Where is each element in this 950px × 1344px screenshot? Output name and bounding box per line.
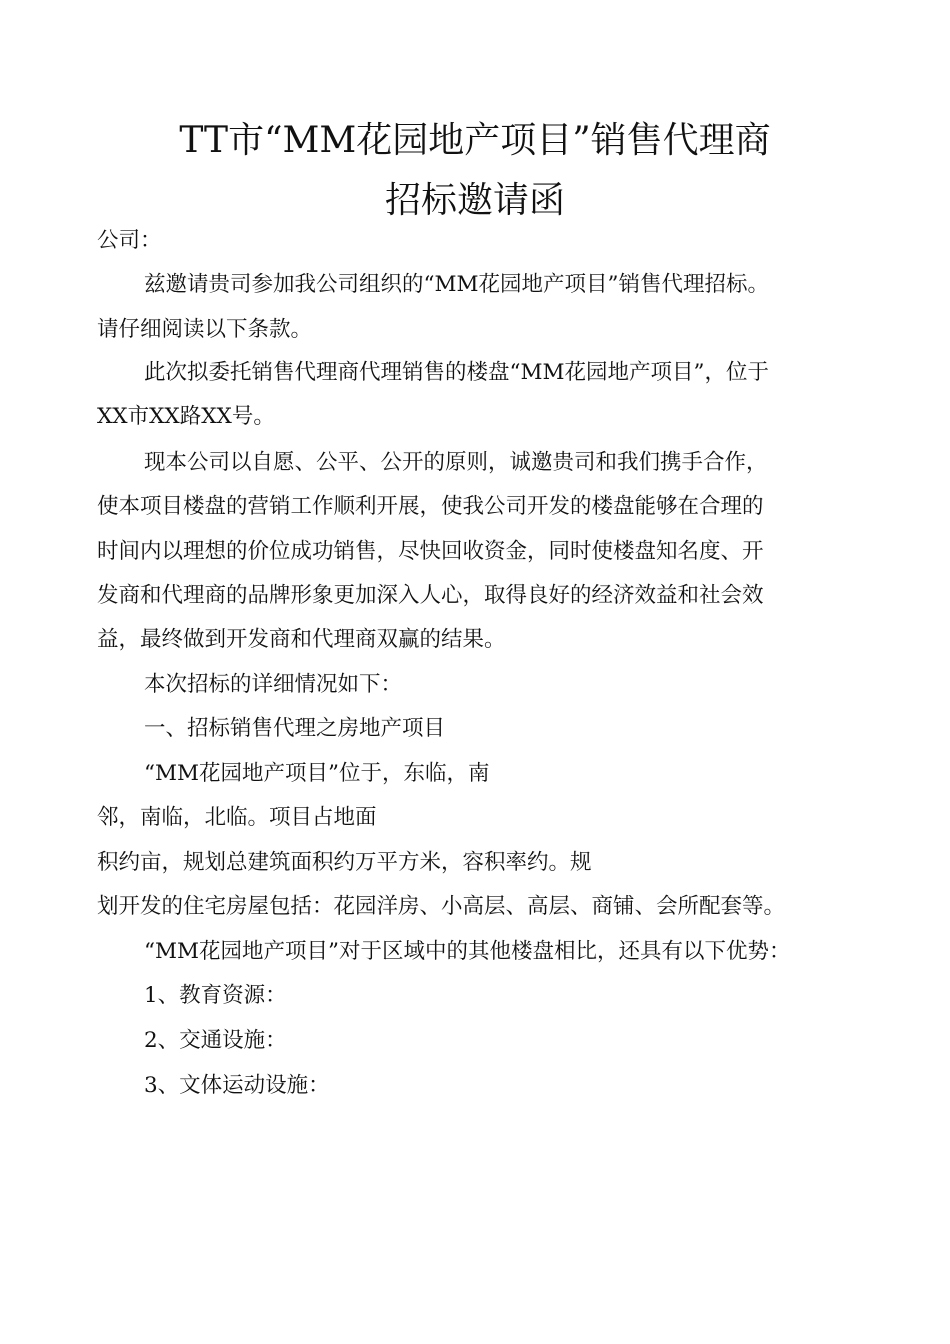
paragraph-line: 益，最终做到开发商和代理商双赢的结果。: [97, 627, 506, 652]
list-item: 2、交通设施：: [144, 1028, 287, 1053]
salutation: 公司：: [97, 228, 162, 253]
paragraph-line: 积约亩，规划总建筑面积约万平方米，容积率约。规: [97, 850, 592, 875]
section-heading: 一、招标销售代理之房地产项目: [144, 716, 446, 741]
paragraph-line: 发商和代理商的品牌形象更加深入人心，取得良好的经济效益和社会效: [97, 583, 764, 608]
paragraph-line: 此次拟委托销售代理商代理销售的楼盘“MM花园地产项目”，位于: [144, 360, 770, 385]
paragraph-line: 使本项目楼盘的营销工作顺利开展，使我公司开发的楼盘能够在合理的: [97, 494, 764, 519]
paragraph-line: “MM花园地产项目”位于，东临，南: [144, 761, 490, 786]
paragraph-line: XX市XX路XX号。: [97, 404, 275, 429]
paragraph-line: 兹邀请贵司参加我公司组织的“MM花园地产项目”销售代理招标。: [144, 272, 770, 297]
list-item: 3、文体运动设施：: [144, 1073, 330, 1098]
document-title: TT市“MM花园地产项目”销售代理商: [179, 120, 771, 162]
paragraph-line: 划开发的住宅房屋包括：花园洋房、小高层、高层、商铺、会所配套等。: [97, 894, 786, 919]
paragraph-line: 时间内以理想的价位成功销售，尽快回收资金，同时使楼盘知名度、开: [97, 539, 764, 564]
paragraph-line: 请仔细阅读以下条款。: [97, 317, 313, 342]
list-item: 1、教育资源：: [144, 983, 287, 1008]
paragraph-line: 本次招标的详细情况如下：: [144, 672, 403, 697]
paragraph-line: 现本公司以自愿、公平、公开的原则，诚邀贵司和我们携手合作，: [144, 450, 768, 475]
document-subtitle: 招标邀请函: [384, 180, 565, 222]
paragraph-line: 邻，南临，北临。项目占地面: [97, 805, 377, 830]
paragraph-line: “MM花园地产项目”对于区域中的其他楼盘相比，还具有以下优势：: [144, 939, 791, 964]
